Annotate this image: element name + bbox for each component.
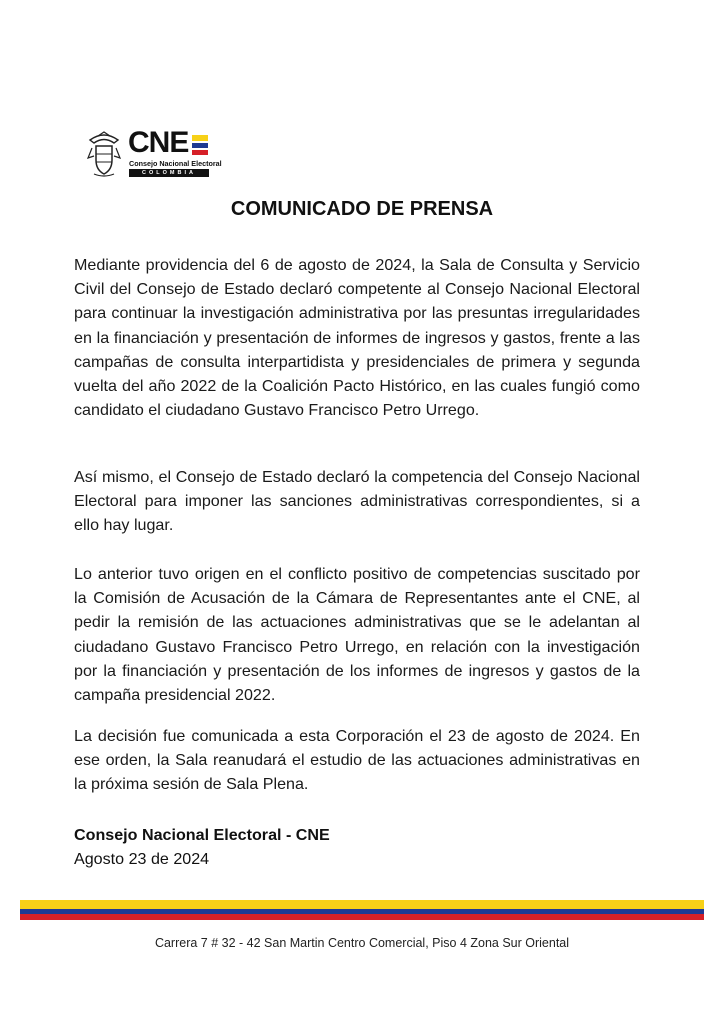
paragraph-1: Mediante providencia del 6 de agosto de 2024, la Sala de Consulta y Servicio Civil del Consejo de Estado declaró competente al Consejo Nacional Electoral para continuar la investigación administrativa por las presuntas irregularidades en la financiación y presentación de informes de ingresos y gastos, frente a las campañas de consulta interpartidista y presidenciales de primera y segunda vuelta del año 2022 de la Coalición Pacto Histórico, en las cuales fungió como candidato el ciudadano Gustavo Francisco Petro Urrego.	[74, 256, 640, 420]
paragraph-2: Así mismo, el Consejo de Estado declaró la competencia del Consejo Nacional Electoral para imponer las sanciones administrativas correspondientes, si a ello hay lugar.	[74, 468, 640, 535]
cne-full-name: Consejo Nacional Electoral	[129, 159, 222, 168]
footer-address: Carrera 7 # 32 - 42 San Martin Centro Comercial, Piso 4 Zona Sur Oriental	[154, 936, 570, 950]
footer-flag-red	[20, 914, 704, 920]
signature-date: Agosto 23 de 2024	[74, 850, 210, 868]
flag-stripes-icon	[192, 132, 210, 158]
paragraph-4: La decisión fue comunicada a esta Corporación el 23 de agosto de 2024. En ese orden, la Sala reanudará el estudio de las actuaciones administrativas en la próxima sesión de Sala Plena.	[74, 727, 640, 794]
cne-acronym: CNE	[128, 126, 189, 159]
page-title: COMUNICADO DE PRENSA	[230, 198, 494, 220]
signature-org: Consejo Nacional Electoral - CNE	[74, 826, 330, 844]
paragraph-3: Lo anterior tuvo origen en el conflicto positivo de competencias suscitado por la Comisión de Acusación de la Cámara de Representantes ante el CNE, al pedir la remisión de las actuaciones administrativas que se le adelantan al ciudadano Gustavo Francisco Petro Urrego, en relación con la investigación por la financiación y presentación de los informes de ingresos y gastos de la campaña presidencial 2022.	[74, 565, 640, 705]
coat-of-arms-icon	[84, 130, 124, 180]
cne-logo	[84, 126, 224, 180]
cne-country: COLOMBIA	[129, 169, 209, 177]
footer-flag-yellow	[20, 900, 704, 909]
